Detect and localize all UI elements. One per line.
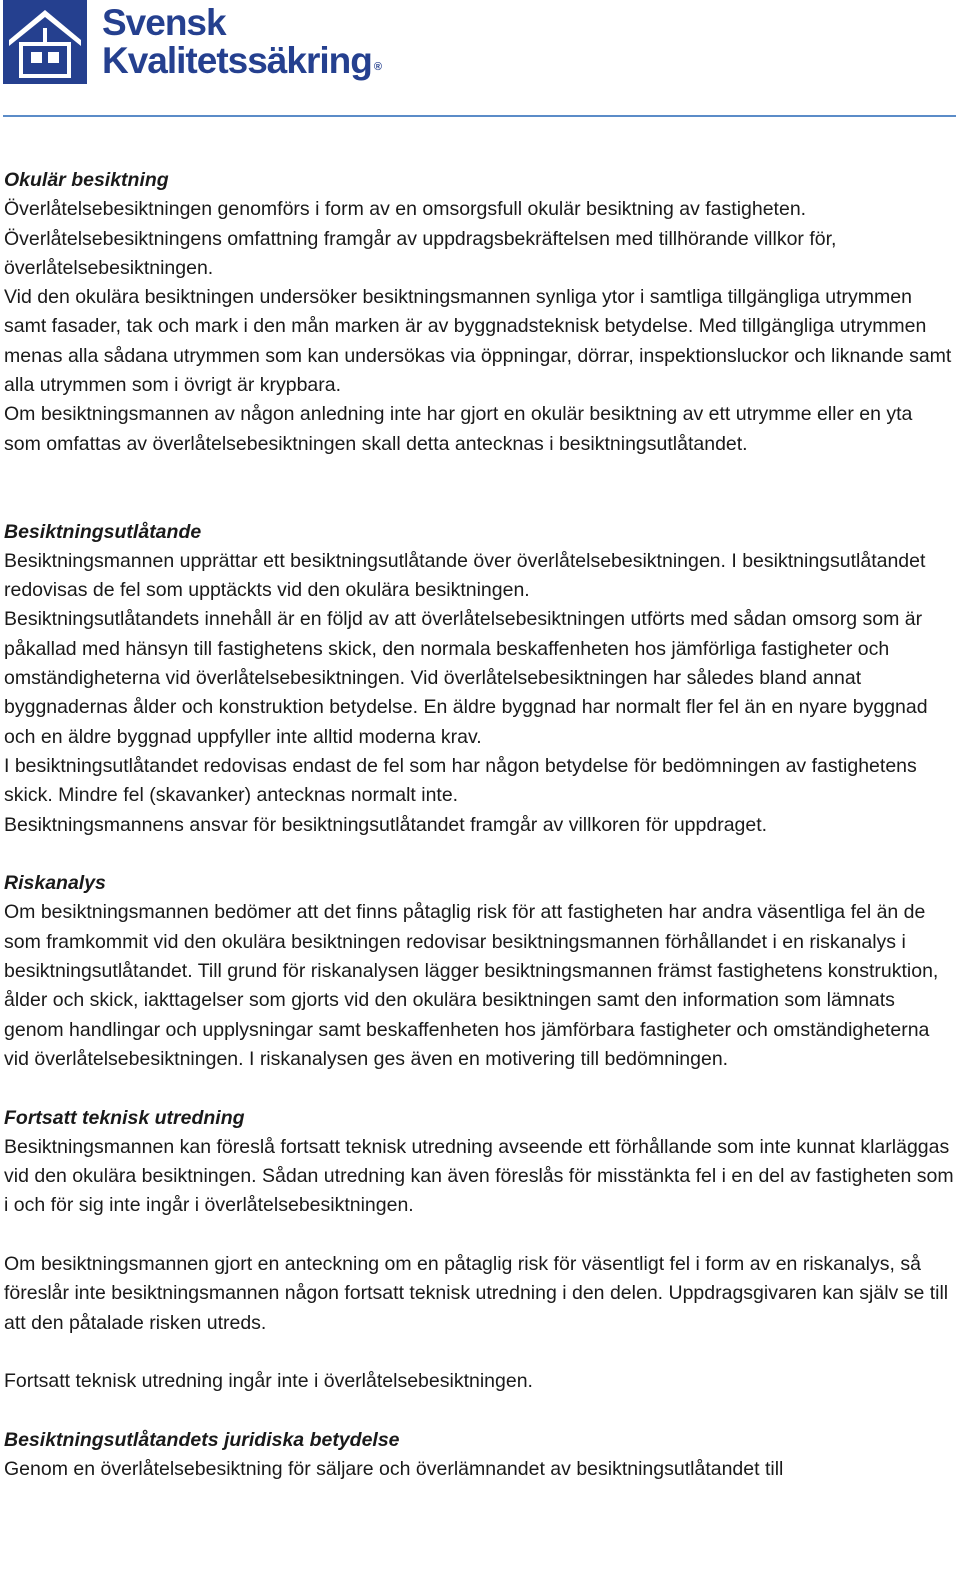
house-logo-icon (3, 0, 87, 84)
spacer (4, 1338, 954, 1367)
paragraph: Besiktningsmannen kan föreslå fortsatt teknisk utredning avseende ett förhållande som inte kunnat klarläggas vid den okulära besiktningen. Sådan utredning kan även föreslås för misstänkta fel i en del av fastigheten som i och för sig inte ingår i överlåtelsebesiktningen. (4, 1135, 954, 1217)
paragraph: Vid den okulära besiktningen undersöker besiktningsmannen synliga ytor i samtliga tillgängliga utrymmen samt fasader, tak och mark i den mån marken är av byggnadsteknisk betydelse. Med tillgängliga utrymmen menas alla sådana utrymmen som kan undersökas via öppningar, dörrar, inspektionsluckor och liknande samt alla utrymmen som i övrigt är krypbara. (4, 286, 952, 397)
paragraph: Överlåtelsebesiktningen genomförs i form av en omsorgsfull okulär besiktning av fastigheten. (4, 198, 807, 221)
paragraph: Överlåtelsebesiktningens omfattning framgår av uppdragsbekräftelsen med tillhörande villkor för, överlåtelsebesiktningen. (4, 227, 837, 279)
spacer (4, 1221, 954, 1250)
section-heading-okular: Okulär besiktning (4, 169, 169, 191)
paragraph: Om besiktningsmannen av någon anledning inte har gjort en okulär besiktning av ett utrymme eller en yta som omfattas av överlåtelsebesiktningen skall detta antecknas i besiktningsutlåtandet. (4, 403, 913, 455)
paragraph: Besiktningsmannens ansvar för besiktningsutlåtandet framgår av villkoren för uppdraget. (4, 813, 768, 836)
paragraph: Fortsatt teknisk utredning ingår inte i överlåtelsebesiktningen. (4, 1370, 533, 1393)
section-heading-fortsatt: Fortsatt teknisk utredning (4, 1106, 245, 1129)
paragraph: Besiktningsutlåtandets innehåll är en följd av att överlåtelsebesiktningen utförts med sådan omsorg som är påkallad med hänsyn till fastighetens skick, den normala beskaffenheten hos jämförliga fastigheter och omständigheterna vid överlåtelsebesiktningen. Vid överlåtelsebesiktningen har således bland annat byggnadernas ålder och konstruktion betydelse. En äldre byggnad har normalt fler fel än en nyare byggnad och en äldre byggnad uppfyller inte alltid moderna krav. (4, 608, 928, 748)
paragraph: Om besiktningsmannen gjort en anteckning om en påtaglig risk för väsentligt fel i form av en riskanalys, så föreslår inte besiktningsmannen någon fortsatt teknisk utredning i den delen. Uppdragsgivaren kan själv se till att den påtalade risken utreds. (4, 1252, 949, 1334)
paragraph: Genom en överlåtelsebesiktning för säljare och överlämnandet av besiktningsutlåtandet till (4, 1458, 784, 1481)
brand-name (102, 4, 381, 80)
section-heading-juridiska: Besiktningsutlåtandets juridiska betydelse (4, 1428, 400, 1451)
brand-line-2: Kvalitetssäkring ® (102, 40, 381, 81)
brand-line-1: Svensk (102, 2, 226, 43)
paragraph: Om besiktningsmannen bedömer att det finns påtaglig risk för att fastigheten har andra väsentliga fel än de som framkommit vid den okulära besiktningen redovisar besiktningsmannen förhållandet i en riskanalys i besiktningsutlåtandet. Till grund för riskanalysen lägger besiktningsmannen främst fastighetens konstruktion, ålder och skick, iakttagelser som gjorts vid den okulära besiktningen samt den information som lämnats genom handlingar och upplysningar samt beskaffenheten hos jämförbara fastigheter och omständigheterna vid överlåtelsebesiktningen. I riskanalysen ges även en motivering till bedömningen. (4, 901, 939, 1070)
spacer (4, 840, 954, 869)
section-heading-utlatande: Besiktningsutlåtande (4, 520, 202, 543)
spacer (4, 459, 954, 518)
section-heading-riskanalys: Riskanalys (4, 872, 106, 895)
header-divider (3, 115, 956, 117)
document-header (0, 0, 960, 118)
paragraph: I besiktningsutlåtandet redovisas endast de fel som har någon betydelse för bedömningen av fastighetens skick. Mindre fel (skavanker) antecknas normalt inte. (4, 754, 917, 807)
document-body (4, 166, 954, 1484)
spacer (4, 1396, 954, 1425)
registered-mark: ® (373, 61, 381, 73)
spacer (4, 1074, 954, 1103)
paragraph: Besiktningsmannen upprättar ett besiktningsutlåtande över överlåtelsebesiktningen. I besiktningsutlåtandet redovisas de fel som upptäckts vid den okulära besiktningen. (4, 549, 926, 602)
